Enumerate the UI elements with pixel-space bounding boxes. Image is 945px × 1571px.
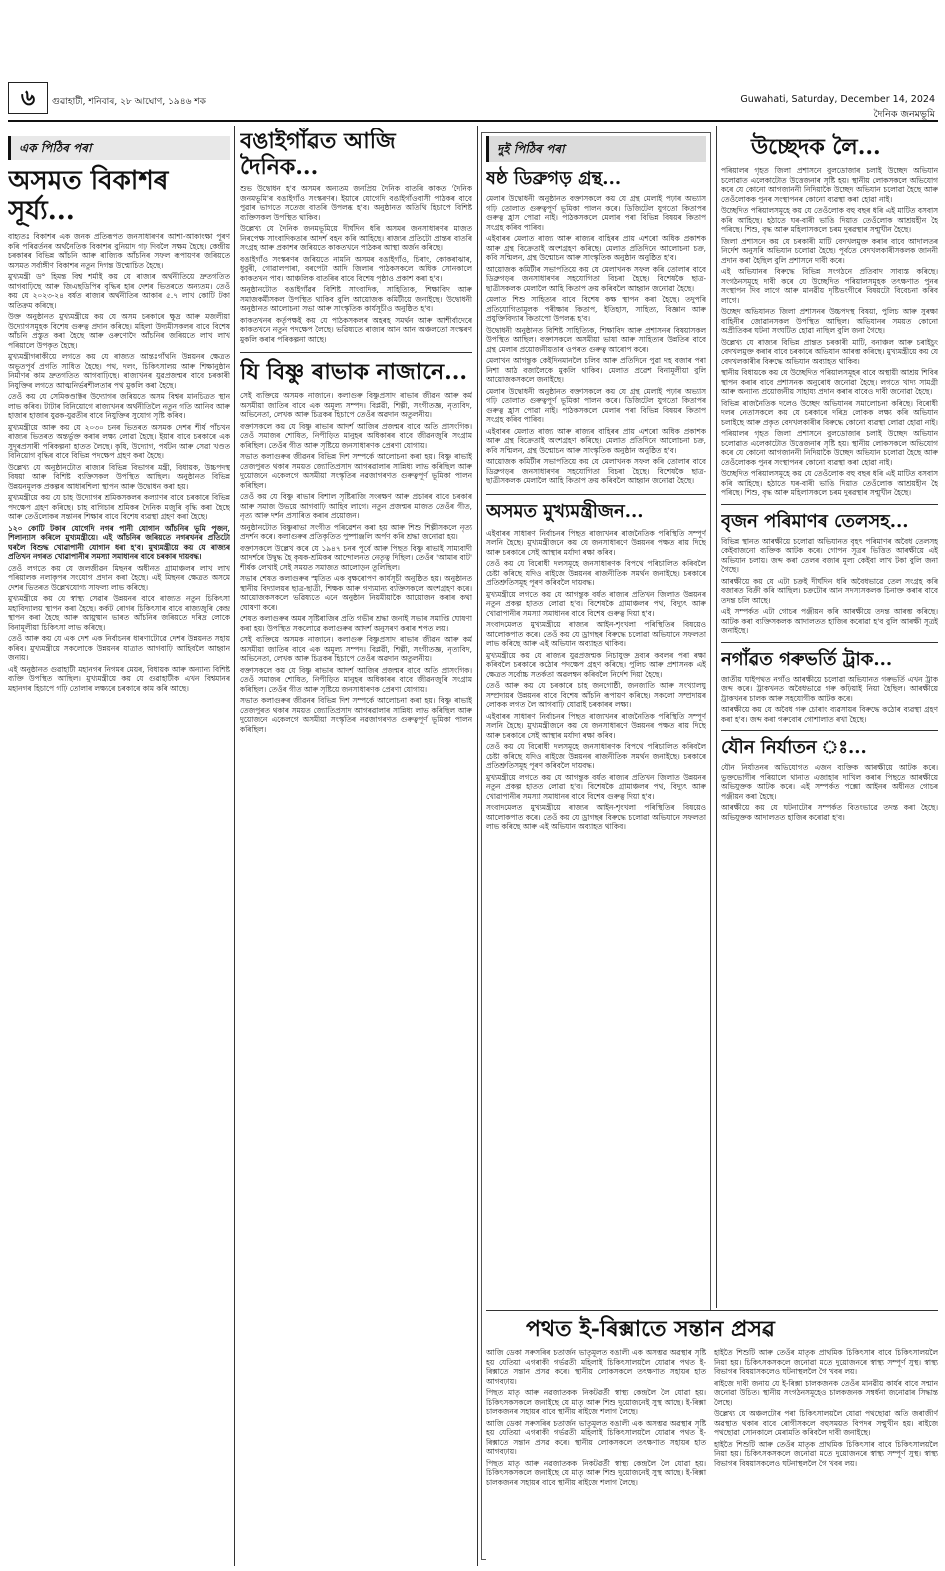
headline-bishnu-rabha: যি বিষ্ণু ৰাভাক নাজানে... [240, 352, 472, 385]
masthead [0, 0, 945, 120]
erickshaw-story [486, 1310, 938, 1560]
column-2 [240, 128, 472, 1560]
headline-development: অসমত বিকাশৰ সূৰ্য্য... [8, 166, 169, 226]
article-oil-seizure: বিভিন্ন স্থানত আৰক্ষীয়ে চলোৱা অভিযানত বৃহৎ পৰিমাণৰ অবৈধ তেলসহ কেইবাজনো ব্যক্তিক আটক কৰে। গোপন সূত্ৰৰ ভিত্তিত আৰক্ষীয়ে এই অভিযান চলায়। জব্দ কৰা তেলৰ বজাৰ মূল্য কেইবা লাখ টকা বুলি জনা গৈছে। আৰক্ষীয়ে কয় যে এটা চক্ৰই দীৰ্ঘদিন ধৰি অবৈধভাৱে তেল সংগ্ৰহ কৰি বজাৰত বিক্ৰী কৰি আছিল। চক্ৰটোৰ আন সদস্যসকলক চিনাক্ত কৰাৰ বাবে তদন্ত চলি আছে। এই সম্পৰ্কত এটা গোচৰ পঞ্জীয়ন কৰি আৰক্ষীয়ে তদন্ত আৰম্ভ কৰিছে। আটক কৰা ব্যক্তিসকলক আদালতত হাজিৰ কৰোৱা হ'ব বুলি আৰক্ষী সূত্ৰই জনাইছে। [721, 536, 938, 635]
column-1 [8, 130, 230, 1558]
headline-bongaigaon: বঙাইগাঁৱত আজি দৈনিক... [240, 128, 396, 180]
headline-chief-minister: অসমত মুখ্যমন্ত্ৰীজন... [486, 494, 706, 523]
article-bongaigaon: শুভ উদ্বোধন হ'ব অসমৰ অন্যতম জনপ্ৰিয় দৈনিক বাতৰি কাকত 'দৈনিক জনমভূমি'ৰ বঙাইগাঁও সংস্কৰণৰ। ইয়াৰে যোগেদি বঙাইগাঁওবাসী পাঠকৰ বাবে পুৱাৰ ভাগতে সতেজ বাতৰি উপলব্ধ হ'ব। অনুষ্ঠানত অতিথি হিচাপে বিশিষ্ট ব্যক্তিসকল উপস্থিত থাকিব। উল্লেখ্য যে দৈনিক জনমভূমিয়ে দীৰ্ঘদিন ধৰি অসমৰ জনসাধাৰণৰ মাজত নিৰপেক্ষ সাংবাদিকতাৰ আদৰ্শ বহন কৰি আহিছে। ৰাজ্যৰ প্ৰতিটো প্ৰান্তৰ বাতৰি সংগ্ৰহ আৰু প্ৰকাশৰ জৰিয়তে কাকতখনে পাঠকৰ আস্থা অৰ্জন কৰিছে। বঙাইগাঁও সংস্কৰণৰ জৰিয়তে নামনি অসমৰ বঙাইগাঁও, চিৰাং, কোকৰাঝাৰ, ধুবুৰী, গোৱালপাৰা, বৰপেটা আদি জিলাৰ পাঠকসকলে অধিক সোনকালে কাকতখন পাব। আঞ্চলিক বাতৰিৰ বাবে বিশেষ পৃষ্ঠাও প্ৰকাশ কৰা হ'ব। অনুষ্ঠানটোত বঙাইগাঁৱৰ বিশিষ্ট সাংবাদিক, সাহিত্যিক, শিক্ষাবিদ আৰু সমাজকৰ্মীসকল উপস্থিত থাকিব বুলি আয়োজক কমিটীয়ে জনাইছে। উদ্বোধনী অনুষ্ঠানত আলোচনা সভা আৰু সাংস্কৃতিক কাৰ্যসূচীও অনুষ্ঠিত হ'ব। কাকতখনৰ কৰ্তৃপক্ষই কয় যে পাঠকসকলৰ অহৰহ সমৰ্থন আৰু আশীৰ্বাদেৰে কাকতখনে নতুন পদক্ষেপ লৈছে। ভৱিষ্যতে ৰাজ্যৰ আন আন অঞ্চলতো সংস্কৰণ মুকলি কৰাৰ পৰিকল্পনা আছে। [240, 184, 472, 344]
page-date-assamese: গুৱাহাটী, শনিবাৰ, ২৮ আঘোণ, ১৯৪৬ শক [52, 97, 206, 107]
article-cattle-truck: জাতীয় ঘাইপথত নগাঁও আৰক্ষীয়ে চলোৱা অভিযানত গৰুভৰ্তি এখন ট্ৰাক জব্দ কৰে। ট্ৰাকখনত অবৈধভাৱে গৰু কঢ়িয়াই নিয়া হৈছিল। আৰক্ষীয়ে ট্ৰাকখনৰ চালক আৰু সহযোগীক আটক কৰে। আৰক্ষীয়ে কয় যে অবৈধ গৰু চোৰাং ব্যৱসায়ৰ বিৰুদ্ধে কঠোৰ ব্যৱস্থা গ্ৰহণ কৰা হ'ব। জব্দ কৰা গৰুবোৰ গোশালাত ৰখা হৈছে। [721, 674, 938, 724]
headline-dibrugarh-book-fair: ষষ্ঠ ডিব্ৰুগড় গ্ৰন্থ... [486, 168, 622, 189]
headline-eviction: উচ্ছেদক লৈ... [751, 134, 881, 160]
headline-oil-seizure: বৃজন পৰিমাণৰ তেলসহ... [721, 504, 938, 533]
column-divider-3 [716, 126, 717, 1308]
erickshaw-top-rule [486, 1310, 938, 1311]
article-dibrugarh-book-fair: মেলাৰ উদ্বোধনী অনুষ্ঠানত বক্তাসকলে কয় যে গ্ৰন্থ মেলাই পঢ়াৰ অভ্যাস গঢ়ি তোলাত গুৰুত্বপূৰ্ণ ভূমিকা পালন কৰে। ডিজিটেল যুগতো কিতাপৰ গুৰুত্ব হ্ৰাস পোৱা নাই। পাঠকসকলে মেলাৰ পৰা বিভিন্ন বিষয়ৰ কিতাপ সংগ্ৰহ কৰিব পাৰিব। এইবাৰৰ মেলাত ৰাজ্য আৰু ৰাজ্যৰ বাহিৰৰ প্ৰায় এশৰো অধিক প্ৰকাশক আৰু গ্ৰন্থ বিক্ৰেতাই অংশগ্ৰহণ কৰিছে। মেলাত প্ৰতিদিনে আলোচনা চক্ৰ, কবি সন্মিলন, গ্ৰন্থ উন্মোচন আৰু সাংস্কৃতিক অনুষ্ঠান অনুষ্ঠিত হ'ব। আয়োজক কমিটীৰ সভাপতিয়ে কয় যে মেলাখনক সফল কৰি তোলাৰ বাবে ডিব্ৰুগড়ৰ জনসাধাৰণৰ সহযোগিতা বিচৰা হৈছে। বিশেষকৈ ছাত্ৰ-ছাত্ৰীসকলক মেলালৈ আহি কিতাপ ক্ৰয় কৰিবলৈ আহ্বান জনোৱা হৈছে। মেলাত শিশু সাহিত্যৰ বাবে বিশেষ কক্ষ স্থাপন কৰা হৈছে। তদুপৰি প্ৰতিযোগিতামূলক পৰীক্ষাৰ কিতাপ, ইতিহাস, সাহিত্য, বিজ্ঞান আৰু প্ৰযুক্তিবিদ্যাৰ কিতাপো উপলব্ধ হ'ব। উদ্বোধনী অনুষ্ঠানত বিশিষ্ট সাহিত্যিক, শিক্ষাবিদ আৰু প্ৰশাসনৰ বিষয়াসকল উপস্থিত আছিল। বক্তাসকলে অসমীয়া ভাষা আৰু সাহিত্যৰ উন্নতিৰ বাবে গ্ৰন্থ মেলাৰ প্ৰয়োজনীয়তাৰ ওপৰত গুৰুত্ব আৰোপ কৰে। মেলাখন আগন্তুক কেইদিনমানলৈ চলিব আৰু প্ৰতিদিনে পুৱা দহ বজাৰ পৰা নিশা আঠ বজালৈকে মুকলি থাকিব। মেলাত প্ৰৱেশ বিনামূলীয়া বুলি আয়োজকসকলে জনাইছে। মেলাৰ উদ্বোধনী অনুষ্ঠানত বক্তাসকলে কয় যে গ্ৰন্থ মেলাই পঢ়াৰ অভ্যাস গঢ়ি তোলাত গুৰুত্বপূৰ্ণ ভূমিকা পালন কৰে। ডিজিটেল যুগতো কিতাপৰ গুৰুত্ব হ্ৰাস পোৱা নাই। পাঠকসকলে মেলাৰ পৰা বিভিন্ন বিষয়ৰ কিতাপ সংগ্ৰহ কৰিব পাৰিব। এইবাৰৰ মেলাত ৰাজ্য আৰু ৰাজ্যৰ বাহিৰৰ প্ৰায় এশৰো অধিক প্ৰকাশক আৰু গ্ৰন্থ বিক্ৰেতাই অংশগ্ৰহণ কৰিছে। মেলাত প্ৰতিদিনে আলোচনা চক্ৰ, কবি সন্মিলন, গ্ৰন্থ উন্মোচন আৰু সাংস্কৃতিক অনুষ্ঠান অনুষ্ঠিত হ'ব। আয়োজক কমিটীৰ সভাপতিয়ে কয় যে মেলাখনক সফল কৰি তোলাৰ বাবে ডিব্ৰুগড়ৰ জনসাধাৰণৰ সহযোগিতা বিচৰা হৈছে। বিশেষকৈ ছাত্ৰ-ছাত্ৰীসকলক মেলালৈ আহি কিতাপ ক্ৰয় কৰিবলৈ আহ্বান জনোৱা হৈছে। [486, 194, 706, 485]
article-development: বাহ্যতঃ বিকাশৰ এক জনক প্ৰতিৰূপত জনসাধাৰণৰ আশা-আকাংক্ষা পূৰণ কৰি পৰিৱৰ্তনৰ অৰ্থনৈতিক বিকাশৰ বুনিয়াদ গঢ় দিবলৈ সক্ষম হৈছে। কেন্দ্ৰীয় চৰকাৰৰ বিভিন্ন আঁচনি আৰু ৰাজ্যিক আঁচনিৰ সফল ৰূপায়ণৰ জৰিয়তে অসমত সৰ্বাঙ্গীণ বিকাশৰ নতুন দিগন্ত উন্মোচিত হৈছে। মুখ্যমন্ত্ৰী ড° হিমন্ত বিশ্ব শৰ্মাই কয় যে ৰাজ্যৰ অৰ্থনীতিয়ে দ্ৰুতগতিত আগবাঢ়িছে আৰু জিএছডিপিৰ বৃদ্ধিৰ হাৰ দেশৰ ভিতৰতে অন্যতম। তেওঁ কয় যে ২০২৩-২৪ বৰ্ষত ৰাজ্যৰ অৰ্থনীতিৰ আকাৰ ৫.৭ লাখ কোটি টকা অতিক্ৰম কৰিছে। উক্ত অনুষ্ঠানত মুখ্যমন্ত্ৰীয়ে কয় যে অসম চৰকাৰে ক্ষুদ্ৰ আৰু মজলীয়া উদ্যোগসমূহক বিশেষ গুৰুত্ব প্ৰদান কৰিছে। মহিলা উদ্যমীসকলৰ বাবে বিশেষ আঁচনি প্ৰস্তুত কৰা হৈছে আৰু ওৰুণোদৈ আঁচনিৰ জৰিয়তে লাখ লাখ পৰিয়ালে উপকৃত হৈছে। মুখ্যমন্ত্ৰীগৰাকীয়ে লগতে কয় যে ৰাজ্যত আন্তঃগাঁথনি উন্নয়নৰ ক্ষেত্ৰত অভূতপূৰ্ব প্ৰগতি সাধিত হৈছে। পথ, দলং, চিকিৎসালয় আৰু শিক্ষানুষ্ঠান নিৰ্মাণৰ কাম দ্ৰুতগতিত আগবাঢ়িছে। ৰাজ্যখনৰ যুৱপ্ৰজন্মৰ বাবে চৰকাৰী নিযুক্তিৰ লগতে আত্মনিৰ্ভৰশীলতাৰ পথ মুকলি কৰা হৈছে। তেওঁ কয় যে সেমিকণ্ডাক্টৰ উদ্যোগৰ জৰিয়তে অসম বিশ্বৰ মানচিত্ৰত স্থান লাভ কৰিব। টাটাৰ বিনিয়োগে ৰাজ্যখনৰ অৰ্থনীতিলৈ নতুন গতি আনিব আৰু হাজাৰ হাজাৰ যুৱক-যুৱতীৰ বাবে নিযুক্তিৰ সুযোগ সৃষ্টি কৰিব। মুখ্যমন্ত্ৰীয়ে আৰু কয় যে ২০৩০ চনৰ ভিতৰত অসমক দেশৰ শীৰ্ষ পাঁচখন ৰাজ্যৰ ভিতৰত অন্তৰ্ভুক্ত কৰাৰ লক্ষ্য লোৱা হৈছে। ইয়াৰ বাবে চৰকাৰে এক সুদূৰপ্ৰসাৰী পৰিকল্পনা হাতত লৈছে। কৃষি, উদ্যোগ, পৰ্যটন আৰু সেৱা খণ্ডত বিনিয়োগ বৃদ্ধিৰ বাবে বিভিন্ন পদক্ষেপ গ্ৰহণ কৰা হৈছে। উল্লেখ্য যে অনুষ্ঠানটোত ৰাজ্যৰ বিভিন্ন বিভাগৰ মন্ত্ৰী, বিধায়ক, উচ্চপদস্থ বিষয়া আৰু বিশিষ্ট ব্যক্তিসকল উপস্থিত আছিল। অনুষ্ঠানত বিভিন্ন উন্নয়নমূলক প্ৰকল্পৰ আধাৰশিলা স্থাপন আৰু উদ্বোধন কৰা হয়। মুখ্যমন্ত্ৰীয়ে কয় যে চাহ উদ্যোগৰ শ্ৰমিকসকলৰ কল্যাণৰ বাবে চৰকাৰে বিভিন্ন পদক্ষেপ গ্ৰহণ কৰিছে। চাহ বাগিচাৰ শ্ৰমিকৰ দৈনিক মজুৰি বৃদ্ধি কৰা হৈছে আৰু তেওঁলোকৰ সন্তানৰ শিক্ষাৰ বাবে বিশেষ ব্যৱস্থা গ্ৰহণ কৰা হৈছে। ১২০ কোটি টকাৰ যোগেদি নগৰ পানী যোগান আঁচনিৰ ভূমি পূজন, শিলান্যাস কৰিলে মুখ্যমন্ত্ৰীয়ে। এই আঁচনিৰ জৰিয়তে নগৰখনৰ প্ৰতিটো ঘৰলৈ বিশুদ্ধ খোৱাপানী যোগান ধৰা হ'ব। মুখ্যমন্ত্ৰীয়ে কয় যে ৰাজ্যৰ প্ৰতিখন নগৰত খোৱাপানীৰ সমস্যা সমাধানৰ বাবে চৰকাৰ দায়বদ্ধ। তেওঁ লগতে কয় যে জলজীৱন মিছনৰ অধীনত গ্ৰামাঞ্চলৰ লাখ লাখ পৰিয়ালক নলাকৃপৰ সংযোগ প্ৰদান কৰা হৈছে। এই মিছনৰ ক্ষেত্ৰত অসমে দেশৰ ভিতৰত উল্লেখযোগ্য সাফল্য লাভ কৰিছে। মুখ্যমন্ত্ৰীয়ে কয় যে স্বাস্থ্য সেৱাৰ উন্নয়নৰ বাবে ৰাজ্যত নতুন চিকিৎসা মহাবিদ্যালয় স্থাপন কৰা হৈছে। কৰ্কট ৰোগৰ চিকিৎসাৰ বাবে ৰাজ্যজুৰি কেন্দ্ৰ স্থাপন কৰা হৈছে আৰু আয়ুষ্মান ভাৰত আঁচনিৰ জৰিয়তে দৰিদ্ৰ লোকে বিনামূলীয়া চিকিৎসা লাভ কৰিছে। তেওঁ আৰু কয় যে এক দেশ এক নিৰ্বাচনৰ ধাৰণাটোৱে দেশৰ উন্নয়নত সহায় কৰিব। মুখ্যমন্ত্ৰীয়ে সকলোকে উন্নয়নৰ যাত্ৰাত আগবাঢ়ি আহিবলৈ আহ্বান জনায়। এই অনুষ্ঠানত গুৱাহাটী মহানগৰ নিগমৰ মেয়ৰ, বিধায়ক আৰু অন্যান্য বিশিষ্ট ব্যক্তি উপস্থিত আছিল। মুখ্যমন্ত্ৰীয়ে কয় যে গুৱাহাটীক এখন বিশ্বমানৰ মহানগৰ হিচাপে গঢ়ি তোলাৰ লক্ষ্যৰে চৰকাৰে কাম কৰি আছে। [8, 232, 230, 693]
column-divider-2 [477, 126, 478, 1566]
article-chief-minister: এইবাৰৰ সাধাৰণ নিৰ্বাচনৰ পিছত ৰাজ্যখনৰ ৰাজনৈতিক পৰিস্থিতি সম্পূৰ্ণ সলনি হৈছে। মুখ্যমন্ত্ৰীজনে কয় যে জনসাধাৰণে উন্নয়নৰ পক্ষত ৰায় দিছে আৰু চৰকাৰে সেই আস্থাৰ মৰ্যাদা ৰক্ষা কৰিব। তেওঁ কয় যে বিৰোধী দলসমূহে জনসাধাৰণক বিপথে পৰিচালিত কৰিবলৈ চেষ্টা কৰিছে যদিও ৰাইজে উন্নয়নৰ ৰাজনীতিক সমৰ্থন জনাইছে। চৰকাৰে প্ৰতিশ্ৰুতিসমূহ পূৰণ কৰিবলৈ দায়বদ্ধ। মুখ্যমন্ত্ৰীয়ে লগতে কয় যে আগন্তুক বৰ্ষত ৰাজ্যৰ প্ৰতিখন জিলাত উন্নয়নৰ নতুন প্ৰকল্প হাতত লোৱা হ'ব। বিশেষকৈ গ্ৰামাঞ্চলৰ পথ, বিদ্যুৎ আৰু খোৱাপানীৰ সমস্যা সমাধানৰ বাবে বিশেষ গুৰুত্ব দিয়া হ'ব। সংবাদমেলত মুখ্যমন্ত্ৰীয়ে ৰাজ্যৰ আইন-শৃংখলা পৰিস্থিতিৰ বিষয়েও আলোকপাত কৰে। তেওঁ কয় যে ড্ৰাগছৰ বিৰুদ্ধে চলোৱা অভিযানে সফলতা লাভ কৰিছে আৰু এই অভিযান অব্যাহত থাকিব। মুখ্যমন্ত্ৰীয়ে কয় যে ৰাজ্যৰ যুৱপ্ৰজন্মক নিচাযুক্ত দ্ৰব্যৰ কবলৰ পৰা ৰক্ষা কৰিবলৈ চৰকাৰে কঠোৰ পদক্ষেপ গ্ৰহণ কৰিছে। পুলিচ আৰু প্ৰশাসনক এই ক্ষেত্ৰত সৰ্বোচ্চ সতৰ্কতা অৱলম্বন কৰিবলৈ নিৰ্দেশ দিয়া হৈছে। তেওঁ আৰু কয় যে চৰকাৰে চাহ জনগোষ্ঠী, জনজাতি আৰু সংখ্যালঘু সম্প্ৰদায়ৰ উন্নয়নৰ বাবে বিশেষ আঁচনি ৰূপায়ণ কৰিছে। সকলো সম্প্ৰদায়ৰ লোকক লগত লৈ আগবাঢ়ি যোৱাই চৰকাৰৰ লক্ষ্য। এইবাৰৰ সাধাৰণ নিৰ্বাচনৰ পিছত ৰাজ্যখনৰ ৰাজনৈতিক পৰিস্থিতি সম্পূৰ্ণ সলনি হৈছে। মুখ্যমন্ত্ৰীজনে কয় যে জনসাধাৰণে উন্নয়নৰ পক্ষত ৰায় দিছে আৰু চৰকাৰে সেই আস্থাৰ মৰ্যাদা ৰক্ষা কৰিব। তেওঁ কয় যে বিৰোধী দলসমূহে জনসাধাৰণক বিপথে পৰিচালিত কৰিবলৈ চেষ্টা কৰিছে যদিও ৰাইজে উন্নয়নৰ ৰাজনীতিক সমৰ্থন জনাইছে। চৰকাৰে প্ৰতিশ্ৰুতিসমূহ পূৰণ কৰিবলৈ দায়বদ্ধ। মুখ্যমন্ত্ৰীয়ে লগতে কয় যে আগন্তুক বৰ্ষত ৰাজ্যৰ প্ৰতিখন জিলাত উন্নয়নৰ নতুন প্ৰকল্প হাতত লোৱা হ'ব। বিশেষকৈ গ্ৰামাঞ্চলৰ পথ, বিদ্যুৎ আৰু খোৱাপানীৰ সমস্যা সমাধানৰ বাবে বিশেষ গুৰুত্ব দিয়া হ'ব। সংবাদমেলত মুখ্যমন্ত্ৰীয়ে ৰাজ্যৰ আইন-শৃংখলা পৰিস্থিতিৰ বিষয়েও আলোকপাত কৰে। তেওঁ কয় যে ড্ৰাগছৰ বিৰুদ্ধে চলোৱা অভিযানে সফলতা লাভ কৰিছে আৰু এই অভিযান অব্যাহত থাকিব। [486, 528, 706, 831]
newspaper-name: দৈনিক জনমভূমি [873, 109, 935, 120]
article-sexual-assault: যৌন নিৰ্যাতনৰ অভিযোগত এজন ব্যক্তিক আৰক্ষীয়ে আটক কৰে। ভুক্তভোগীৰ পৰিয়ালে থানাত এজাহাৰ দাখিল কৰাৰ পিছতে আৰক্ষীয়ে অভিযুক্তক আটক কৰে। এই সম্পৰ্কত পক্সো আইনৰ অধীনত গোচৰ পঞ্জীয়ন কৰা হৈছে। আৰক্ষীয়ে কয় যে ঘটনাটোৰ সম্পৰ্কত বিতংভাৱে তদন্ত কৰা হৈছে। অভিযুক্তক আদালতত হাজিৰ কৰোৱা হ'ব। [721, 763, 938, 822]
article-erickshaw-col-b: হাইতৈ শিশুটি আৰু তেওঁৰ মাতৃক প্ৰাথমিক চিকিৎসাৰ বাবে চিকিৎসালয়লৈ নিয়া হয়। চিকিৎসকসকলে জনোৱা মতে দুয়োজনৰে স্বাস্থ্য সম্পূৰ্ণ সুস্থ। স্বাস্থ্য বিভাগৰ বিষয়াসকলেও ঘটনাস্থললৈ গৈ খবৰ লয়। ৰাইজে দাবী জনায় যে ই-ৰিক্সা চালকজনক তেওঁৰ মানৱীয় কাৰ্যৰ বাবে সন্মান জনোৱা উচিত। স্থানীয় সংগঠনসমূহেও চালকজনক সম্বৰ্ধনা জনোৱাৰ সিদ্ধান্ত লৈছে। উল্লেখ্য যে অঞ্চলটোৰ পৰা চিকিৎসালয়লৈ যোৱা পথছোৱা অতি জৰাজীৰ্ণ অৱস্থাত থকাৰ বাবে ৰোগীসকলে বহুসময়ত বিপদৰ সন্মুখীন হয়। ৰাইজে পথছোৱা সোনকালে মেৰামতি কৰিবলৈ দাবী জনাইছে। হাইতৈ শিশুটি আৰু তেওঁৰ মাতৃক প্ৰাথমিক চিকিৎসাৰ বাবে চিকিৎসালয়লৈ নিয়া হয়। চিকিৎসকসকলে জনোৱা মতে দুয়োজনৰে স্বাস্থ্য সম্পূৰ্ণ সুস্থ। স্বাস্থ্য বিভাগৰ বিষয়াসকলেও ঘটনাস্থললৈ গৈ খবৰ লয়। [714, 1348, 938, 1468]
page-number: ৬ [8, 82, 48, 114]
article-eviction: পৰিয়ালৰ গৃহত জিলা প্ৰশাসনে বুলডোজাৰ চলাই উচ্ছেদ অভিযান চলোৱাত এলেকাটোত উত্তেজনাৰ সৃষ্টি হয়। স্থানীয় লোকসকলে অভিযোগ কৰে যে কোনো আগজাননী নিদিয়াকৈ উচ্ছেদ অভিযান চলোৱা হৈছে আৰু তেওঁলোকক পুনৰ সংস্থাপনৰ কোনো ব্যৱস্থা কৰা হোৱা নাই। উচ্ছেদিত পৰিয়ালসমূহে কয় যে তেওঁলোক বহু বছৰ ধৰি এই মাটিত বসবাস কৰি আহিছে। হঠাতে ঘৰ-বাৰী ভাঙি দিয়াত তেওঁলোক আশ্ৰয়হীন হৈ পৰিছে। শিশু, বৃদ্ধ আৰু মহিলাসকলে চৰম দুৰৱস্থাৰ সন্মুখীন হৈছে। জিলা প্ৰশাসনে কয় যে চৰকাৰী মাটি বেদখলমুক্ত কৰাৰ বাবে আদালতৰ নিৰ্দেশ অনুসৰি অভিযান চলোৱা হৈছে। পূৰ্বতে বেদখলকাৰীসকলক জাননী প্ৰদান কৰা হৈছিল বুলি প্ৰশাসনে দাবী কৰে। এই অভিযানৰ বিৰুদ্ধে বিভিন্ন সংগঠনে প্ৰতিবাদ সাব্যস্ত কৰিছে। সংগঠনসমূহে দাবী কৰে যে উচ্ছেদিত পৰিয়ালসমূহক তৎক্ষণাত পুনৰ সংস্থাপন দিব লাগে আৰু মানৱীয় দৃষ্টিভংগীৰে বিষয়টো বিবেচনা কৰিব লাগে। উচ্ছেদ অভিযানত জিলা প্ৰশাসনৰ উচ্চপদস্থ বিষয়া, পুলিচ আৰু সুৰক্ষা বাহিনীৰ জোৱানসকল উপস্থিত আছিল। অভিযানৰ সময়ত কোনো অপ্ৰীতিকৰ ঘটনা সংঘটিত হোৱা নাছিল বুলি জনা গৈছে। উল্লেখ্য যে ৰাজ্যৰ বিভিন্ন প্ৰান্তত চৰকাৰী মাটি, বনাঞ্চল আৰু চৰাইচুং বেদখলমুক্ত কৰাৰ বাবে চৰকাৰে অভিযান আৰম্ভ কৰিছে। মুখ্যমন্ত্ৰীয়ে কয় যে বেদখলকাৰীৰ বিৰুদ্ধে অভিযান অব্যাহত থাকিব। স্থানীয় বিধায়কে কয় যে উচ্ছেদিত পৰিয়ালসমূহৰ বাবে অস্থায়ী আশ্ৰয় শিবিৰ স্থাপন কৰাৰ বাবে প্ৰশাসনক অনুৰোধ জনোৱা হৈছে। লগতে খাদ্য সামগ্ৰী আৰু অন্যান্য প্ৰয়োজনীয় সাহায্য প্ৰদান কৰাৰ বাবেও দাবী জনোৱা হৈছে। বিভিন্ন ৰাজনৈতিক দলেও উচ্ছেদ অভিযানৰ সমালোচনা কৰিছে। বিৰোধী দলৰ নেতাসকলে কয় যে চৰকাৰে দৰিদ্ৰ লোকক লক্ষ্য কৰি অভিযান চলাইছে আৰু প্ৰকৃত বেদখলকাৰীৰ বিৰুদ্ধে কোনো ব্যৱস্থা লোৱা হোৱা নাই। পৰিয়ালৰ গৃহত জিলা প্ৰশাসনে বুলডোজাৰ চলাই উচ্ছেদ অভিযান চলোৱাত এলেকাটোত উত্তেজনাৰ সৃষ্টি হয়। স্থানীয় লোকসকলে অভিযোগ কৰে যে কোনো আগজাননী নিদিয়াকৈ উচ্ছেদ অভিযান চলোৱা হৈছে আৰু তেওঁলোকক পুনৰ সংস্থাপনৰ কোনো ব্যৱস্থা কৰা হোৱা নাই। উচ্ছেদিত পৰিয়ালসমূহে কয় যে তেওঁলোক বহু বছৰ ধৰি এই মাটিত বসবাস কৰি আহিছে। হঠাতে ঘৰ-বাৰী ভাঙি দিয়াত তেওঁলোক আশ্ৰয়হীন হৈ পৰিছে। শিশু, বৃদ্ধ আৰু মহিলাসকলে চৰম দুৰৱস্থাৰ সন্মুখীন হৈছে। [721, 166, 938, 497]
masthead-rule [8, 120, 938, 122]
page-date-english: Guwahati, Saturday, December 14, 2024 [740, 94, 935, 105]
headline-erickshaw-birth: পথত ই-ৰিক্সাতে সন্তান প্ৰসৱ [526, 1316, 775, 1342]
column-divider-1 [234, 126, 235, 1566]
headline-cattle-truck: নগাঁৱত গৰুভৰ্তি ট্ৰাক... [721, 642, 938, 671]
article-erickshaw-col-a: আজি ডেকা সৰুসৰিৰ চতাৰ্জন ভাতৃমূলত বঙালী এক অসম্ভৱ অৱস্থাৰ সৃষ্টি হয় যেতিয়া এগৰাকী গৰ্ভৱতী মহিলাই চিকিৎসালয়লৈ যোৱাৰ পথত ই-ৰিক্সাতে সন্তান প্ৰসৱ কৰে। স্থানীয় লোকসকলে তৎক্ষণাত সহায়ৰ হাত আগবঢ়ায়। পিছত মাতৃ আৰু নৱজাতকক নিকটৱৰ্তী স্বাস্থ্য কেন্দ্ৰলৈ লৈ যোৱা হয়। চিকিৎসকসকলে জনাইছে যে মাতৃ আৰু শিশু দুয়োজনেই সুস্থ আছে। ই-ৰিক্সা চালকজনৰ সহায়ৰ বাবে স্থানীয় ৰাইজে শলাগ লৈছে। আজি ডেকা সৰুসৰিৰ চতাৰ্জন ভাতৃমূলত বঙালী এক অসম্ভৱ অৱস্থাৰ সৃষ্টি হয় যেতিয়া এগৰাকী গৰ্ভৱতী মহিলাই চিকিৎসালয়লৈ যোৱাৰ পথত ই-ৰিক্সাতে সন্তান প্ৰসৱ কৰে। স্থানীয় লোকসকলে তৎক্ষণাত সহায়ৰ হাত আগবঢ়ায়। পিছত মাতৃ আৰু নৱজাতকক নিকটৱৰ্তী স্বাস্থ্য কেন্দ্ৰলৈ লৈ যোৱা হয়। চিকিৎসকসকলে জনাইছে যে মাতৃ আৰু শিশু দুয়োজনেই সুস্থ আছে। ই-ৰিক্সা চালকজনৰ সহায়ৰ বাবে স্থানীয় ৰাইজে শলাগ লৈছে। [486, 1348, 706, 1487]
column-4 [721, 130, 938, 1306]
continuation-tag-2: দুই পিঠিৰ পৰা [486, 136, 706, 162]
continuation-tag-1: এক পিঠিৰ পৰা [8, 136, 230, 160]
headline-sexual-assault: যৌন নিৰ্যাতন ঃ... [721, 730, 938, 759]
article-bishnu-rabha: সেই ব্যক্তিয়ে অসমক নাজানে। কলাগুৰু বিষ্ণুপ্ৰসাদ ৰাভাৰ জীৱন আৰু কৰ্ম অসমীয়া জাতিৰ বাবে এক অমূল্য সম্পদ। বিপ্লৱী, শিল্পী, সংগীতজ্ঞ, নৃত্যবিদ, অভিনেতা, লেখক আৰু চিত্ৰকৰ হিচাপে তেওঁৰ অৱদান অতুলনীয়। বক্তাসকলে কয় যে বিষ্ণু ৰাভাৰ আদৰ্শ আজিৰ প্ৰজন্মৰ বাবে অতি প্ৰাসংগিক। তেওঁ সমাজৰ শোষিত, নিপীড়িত মানুহৰ অধিকাৰৰ বাবে জীৱনজুৰি সংগ্ৰাম কৰিছিল। তেওঁৰ গীত আৰু সৃষ্টিয়ে জনসাধাৰণক প্ৰেৰণা যোগায়। সভাত কলাগুৰুৰ জীৱনৰ বিভিন্ন দিশ সম্পৰ্কে আলোচনা কৰা হয়। বিষ্ণু ৰাভাই তেজপুৰত থকাৰ সময়ত জ্যোতিপ্ৰসাদ আগৰৱালাৰ সান্নিধ্য লাভ কৰিছিল আৰু দুয়োজনে একেলগে অসমীয়া সংস্কৃতিৰ নৱজাগৰণত গুৰুত্বপূৰ্ণ ভূমিকা পালন কৰিছিল। তেওঁ কয় যে বিষ্ণু ৰাভাৰ বিশাল সৃষ্টিৰাজি সংৰক্ষণ আৰু প্ৰচাৰৰ বাবে চৰকাৰ আৰু সমাজ উভয়ে আগবাঢ়ি আহিব লাগে। নতুন প্ৰজন্মৰ মাজত তেওঁৰ গীত, নৃত্য আৰু দৰ্শন প্ৰসাৰিত কৰাৰ প্ৰয়োজন। অনুষ্ঠানটোত বিষ্ণুৰাভা সংগীত পৰিৱেশন কৰা হয় আৰু শিশু শিল্পীসকলে নৃত্য প্ৰদৰ্শন কৰে। কলাগুৰুৰ প্ৰতিকৃতিত পুষ্পাঞ্জলি অৰ্পণ কৰি শ্ৰদ্ধা জনোৱা হয়। বক্তাসকলে উল্লেখ কৰে যে ১৯৪৭ চনৰ পূৰ্বে আৰু পিছত বিষ্ণু ৰাভাই সাম্যবাদী আদৰ্শৰে উদ্বুদ্ধ হৈ কৃষক-শ্ৰমিকৰ আন্দোলনত নেতৃত্ব দিছিল। তেওঁৰ 'আমাৰ বাট' শীৰ্ষক লেখাই সেই সময়ত সমাজত আলোড়ন তুলিছিল। সভাৰ শেষত কলাগুৰুৰ স্মৃতিত এক বৃক্ষৰোপণ কাৰ্যসূচী অনুষ্ঠিত হয়। অনুষ্ঠানত স্থানীয় বিদ্যালয়ৰ ছাত্ৰ-ছাত্ৰী, শিক্ষক আৰু গণ্যমান্য ব্যক্তিসকলে অংশগ্ৰহণ কৰে। আয়োজকসকলে ভৱিষ্যতে এনে অনুষ্ঠান নিয়মীয়াকৈ আয়োজন কৰাৰ কথা ঘোষণা কৰে। শেষত কলাগুৰুৰ অমৰ সৃষ্টিৰাজিৰ প্ৰতি গভীৰ শ্ৰদ্ধা জনাই সভাৰ সমাপ্তি ঘোষণা কৰা হয়। উপস্থিত সকলোৱে কলাগুৰুৰ আদৰ্শ অনুসৰণ কৰাৰ শপত লয়। সেই ব্যক্তিয়ে অসমক নাজানে। কলাগুৰু বিষ্ণুপ্ৰসাদ ৰাভাৰ জীৱন আৰু কৰ্ম অসমীয়া জাতিৰ বাবে এক অমূল্য সম্পদ। বিপ্লৱী, শিল্পী, সংগীতজ্ঞ, নৃত্যবিদ, অভিনেতা, লেখক আৰু চিত্ৰকৰ হিচাপে তেওঁৰ অৱদান অতুলনীয়। বক্তাসকলে কয় যে বিষ্ণু ৰাভাৰ আদৰ্শ আজিৰ প্ৰজন্মৰ বাবে অতি প্ৰাসংগিক। তেওঁ সমাজৰ শোষিত, নিপীড়িত মানুহৰ অধিকাৰৰ বাবে জীৱনজুৰি সংগ্ৰাম কৰিছিল। তেওঁৰ গীত আৰু সৃষ্টিয়ে জনসাধাৰণক প্ৰেৰণা যোগায়। সভাত কলাগুৰুৰ জীৱনৰ বিভিন্ন দিশ সম্পৰ্কে আলোচনা কৰা হয়। বিষ্ণু ৰাভাই তেজপুৰত থকাৰ সময়ত জ্যোতিপ্ৰসাদ আগৰৱালাৰ সান্নিধ্য লাভ কৰিছিল আৰু দুয়োজনে একেলগে অসমীয়া সংস্কৃতিৰ নৱজাগৰণত গুৰুত্বপূৰ্ণ ভূমিকা পালন কৰিছিল। [240, 391, 472, 734]
